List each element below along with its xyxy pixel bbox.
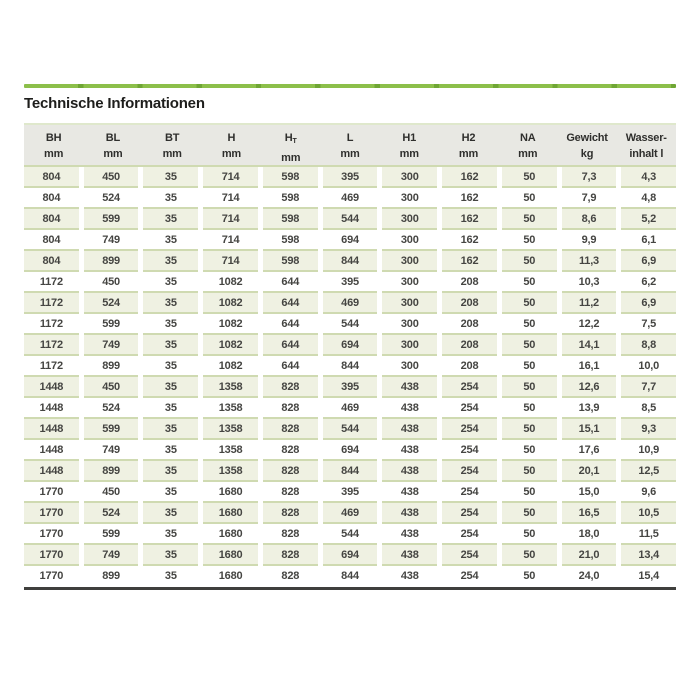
column-unit: kg [580, 148, 594, 160]
table-cell: 35 [143, 356, 198, 377]
table-cell: 50 [502, 272, 557, 293]
table-cell: 1770 [24, 482, 79, 503]
table-cell: 544 [323, 209, 378, 230]
table-cell: 828 [263, 419, 318, 440]
table-cell: 7,5 [621, 314, 676, 335]
table-cell: 1448 [24, 419, 79, 440]
table-cell: 438 [382, 461, 437, 482]
column-label-subscript: T [292, 138, 297, 145]
table-cell: 1358 [203, 377, 258, 398]
table-cell: 438 [382, 419, 437, 440]
table-cell: 13,4 [621, 545, 676, 566]
table-cell: 8,5 [621, 398, 676, 419]
column-unit: mm [103, 148, 123, 160]
table-cell: 7,9 [562, 188, 617, 209]
table-cell: 50 [502, 398, 557, 419]
table-cell: 1358 [203, 461, 258, 482]
table-cell: 804 [24, 188, 79, 209]
table-cell: 599 [84, 524, 139, 545]
table-cell: 4,8 [621, 188, 676, 209]
table-cell: 15,0 [562, 482, 617, 503]
table-cell: 438 [382, 566, 437, 587]
column-header-h [202, 125, 261, 165]
table-cell: 12,2 [562, 314, 617, 335]
column-header-bt [143, 125, 202, 165]
table-cell: 1680 [203, 503, 258, 524]
table-cell: 1358 [203, 440, 258, 461]
table-cell: 395 [323, 377, 378, 398]
column-label: H2 [461, 132, 476, 144]
table-cell: 450 [84, 167, 139, 188]
table-cell: 50 [502, 482, 557, 503]
table-cell: 598 [263, 209, 318, 230]
table-cell: 644 [263, 293, 318, 314]
table-cell: 7,3 [562, 167, 617, 188]
column-unit: mm [458, 148, 479, 160]
table-cell: 714 [203, 167, 258, 188]
column-label: NA [520, 132, 536, 144]
column-header-na [498, 125, 557, 165]
table-cell: 1172 [24, 293, 79, 314]
table-cell: 694 [323, 335, 378, 356]
table-cell: 804 [24, 251, 79, 272]
table-cell: 828 [263, 461, 318, 482]
table-cell: 162 [442, 251, 497, 272]
table-cell: 10,5 [621, 503, 676, 524]
table-cell: 1172 [24, 356, 79, 377]
table-cell: 1082 [203, 335, 258, 356]
table-cell: 35 [143, 230, 198, 251]
table-cell: 208 [442, 314, 497, 335]
table-cell: 9,3 [621, 419, 676, 440]
table-cell: 254 [442, 461, 497, 482]
table-cell: 8,6 [562, 209, 617, 230]
table-cell: 4,3 [621, 167, 676, 188]
table-cell: 35 [143, 209, 198, 230]
table-cell: 11,5 [621, 524, 676, 545]
table-cell: 10,9 [621, 440, 676, 461]
table-cell: 1172 [24, 272, 79, 293]
table-cell: 828 [263, 566, 318, 587]
table-cell: 828 [263, 440, 318, 461]
column-label: L [346, 132, 354, 144]
table-cell: 35 [143, 503, 198, 524]
table-cell: 14,1 [562, 335, 617, 356]
table-cell: 13,9 [562, 398, 617, 419]
table-row [24, 209, 676, 230]
column-unit: mm [518, 148, 538, 160]
table-cell: 35 [143, 293, 198, 314]
column-header-bl [83, 125, 142, 165]
table-cell: 544 [323, 419, 378, 440]
table-cell: 1448 [24, 461, 79, 482]
column-label: BL [105, 132, 121, 144]
table-cell: 35 [143, 398, 198, 419]
table-cell: 162 [442, 188, 497, 209]
table-cell: 694 [323, 230, 378, 251]
table-row [24, 314, 676, 335]
table-cell: 50 [502, 335, 557, 356]
column-label: Gewicht [566, 132, 608, 144]
table-cell: 749 [84, 440, 139, 461]
column-label: $H_T$ [284, 132, 297, 145]
table-cell: 828 [263, 545, 318, 566]
table-cell: 598 [263, 230, 318, 251]
table-cell: 7,7 [621, 377, 676, 398]
table-cell: 844 [323, 356, 378, 377]
column-header-l [320, 125, 379, 165]
table-cell: 300 [382, 356, 437, 377]
section-title: Technische Informationen [24, 95, 205, 112]
table-cell: 300 [382, 335, 437, 356]
table-cell: 35 [143, 440, 198, 461]
table-cell: 1770 [24, 524, 79, 545]
table-cell: 1082 [203, 293, 258, 314]
column-unit: mm [340, 148, 360, 160]
column-unit: mm [44, 148, 64, 160]
table-cell: 1770 [24, 503, 79, 524]
table-cell: 6,2 [621, 272, 676, 293]
table-cell: 254 [442, 440, 497, 461]
table-cell: 254 [442, 377, 497, 398]
table-cell: 162 [442, 230, 497, 251]
table-cell: 450 [84, 482, 139, 503]
table-cell: 438 [382, 398, 437, 419]
table-row [24, 377, 676, 398]
table-cell: 714 [203, 188, 258, 209]
table-cell: 1680 [203, 482, 258, 503]
table-cell: 50 [502, 356, 557, 377]
table-cell: 599 [84, 209, 139, 230]
table-cell: 598 [263, 167, 318, 188]
column-label: H [227, 132, 236, 144]
table-row [24, 167, 676, 188]
table-cell: 24,0 [562, 566, 617, 587]
table-row [24, 461, 676, 482]
column-unit: mm [399, 148, 419, 160]
table-row [24, 293, 676, 314]
table-cell: 469 [323, 398, 378, 419]
table-cell: 17,6 [562, 440, 617, 461]
table-cell: 1082 [203, 314, 258, 335]
table-cell: 395 [323, 272, 378, 293]
table-cell: 18,0 [562, 524, 617, 545]
table-cell: 749 [84, 545, 139, 566]
table-cell: 50 [502, 419, 557, 440]
column-label: BT [165, 132, 180, 144]
table-cell: 804 [24, 209, 79, 230]
table-row [24, 440, 676, 461]
table-cell: 16,1 [562, 356, 617, 377]
table-row [24, 335, 676, 356]
table-cell: 50 [502, 167, 557, 188]
table-cell: 16,5 [562, 503, 617, 524]
table-cell: 35 [143, 524, 198, 545]
table-row [24, 272, 676, 293]
column-header-ht [261, 125, 320, 165]
table-cell: 844 [323, 566, 378, 587]
table-cell: 35 [143, 314, 198, 335]
table-cell: 35 [143, 482, 198, 503]
table-cell: 50 [502, 230, 557, 251]
table-cell: 35 [143, 167, 198, 188]
table-cell: 899 [84, 461, 139, 482]
table-cell: 6,9 [621, 293, 676, 314]
table-cell: 35 [143, 377, 198, 398]
table-cell: 714 [203, 209, 258, 230]
table-cell: 50 [502, 314, 557, 335]
table-cell: 254 [442, 419, 497, 440]
table-cell: 300 [382, 230, 437, 251]
table-row [24, 524, 676, 545]
table-row [24, 230, 676, 251]
table-cell: 524 [84, 398, 139, 419]
table-cell: 804 [24, 230, 79, 251]
table-cell: 300 [382, 188, 437, 209]
table-cell: 1448 [24, 398, 79, 419]
table-cell: 1082 [203, 272, 258, 293]
table-cell: 438 [382, 503, 437, 524]
table-cell: 300 [382, 314, 437, 335]
table-cell: 35 [143, 545, 198, 566]
table-cell: 300 [382, 251, 437, 272]
table-cell: 1680 [203, 566, 258, 587]
column-label: Wasser- [625, 132, 667, 144]
table-cell: 828 [263, 524, 318, 545]
table-cell: 644 [263, 272, 318, 293]
table-cell: 599 [84, 419, 139, 440]
technical-data-table [24, 123, 676, 590]
table-cell: 844 [323, 251, 378, 272]
table-cell: 828 [263, 482, 318, 503]
table-cell: 644 [263, 335, 318, 356]
column-unit: mm [281, 152, 301, 164]
table-cell: 1680 [203, 545, 258, 566]
table-cell: 20,1 [562, 461, 617, 482]
table-cell: 50 [502, 545, 557, 566]
table-row [24, 566, 676, 587]
table-cell: 300 [382, 272, 437, 293]
table-cell: 35 [143, 335, 198, 356]
table-row [24, 251, 676, 272]
table-cell: 828 [263, 377, 318, 398]
table-body [24, 167, 676, 587]
table-cell: 9,6 [621, 482, 676, 503]
table-cell: 844 [323, 461, 378, 482]
table-cell: 50 [502, 209, 557, 230]
table-cell: 9,9 [562, 230, 617, 251]
table-cell: 749 [84, 335, 139, 356]
table-cell: 469 [323, 188, 378, 209]
table-cell: 35 [143, 251, 198, 272]
table-row [24, 545, 676, 566]
table-cell: 438 [382, 482, 437, 503]
table-cell: 450 [84, 272, 139, 293]
table-cell: 11,2 [562, 293, 617, 314]
column-header-gewicht [557, 125, 616, 165]
table-cell: 10,3 [562, 272, 617, 293]
table-cell: 524 [84, 188, 139, 209]
table-cell: 254 [442, 503, 497, 524]
table-row [24, 398, 676, 419]
table-cell: 438 [382, 440, 437, 461]
table-cell: 899 [84, 356, 139, 377]
column-unit: mm [221, 148, 242, 160]
table-cell: 1172 [24, 314, 79, 335]
table-cell: 208 [442, 272, 497, 293]
table-cell: 50 [502, 251, 557, 272]
table-row [24, 482, 676, 503]
table-cell: 208 [442, 335, 497, 356]
table-cell: 644 [263, 356, 318, 377]
table-cell: 35 [143, 419, 198, 440]
table-cell: 15,4 [621, 566, 676, 587]
table-cell: 50 [502, 503, 557, 524]
table-cell: 50 [502, 566, 557, 587]
table-cell: 644 [263, 314, 318, 335]
table-cell: 1358 [203, 398, 258, 419]
table-cell: 12,5 [621, 461, 676, 482]
table-cell: 162 [442, 209, 497, 230]
table-cell: 8,8 [621, 335, 676, 356]
section-divider-bar [24, 84, 676, 88]
column-unit: mm [162, 148, 182, 160]
table-cell: 10,0 [621, 356, 676, 377]
table-cell: 208 [442, 356, 497, 377]
table-cell: 395 [323, 167, 378, 188]
table-cell: 1358 [203, 419, 258, 440]
table-cell: 35 [143, 188, 198, 209]
table-cell: 1680 [203, 524, 258, 545]
table-cell: 12,6 [562, 377, 617, 398]
table-row [24, 419, 676, 440]
table-cell: 208 [442, 293, 497, 314]
table-cell: 254 [442, 398, 497, 419]
table-cell: 50 [502, 293, 557, 314]
table-cell: 15,1 [562, 419, 617, 440]
table-cell: 6,1 [621, 230, 676, 251]
table-cell: 50 [502, 461, 557, 482]
column-header-h1 [380, 125, 439, 165]
table-cell: 300 [382, 209, 437, 230]
column-label: H1 [402, 132, 417, 144]
table-cell: 714 [203, 230, 258, 251]
column-header-h2 [439, 125, 498, 165]
table-cell: 450 [84, 377, 139, 398]
table-cell: 469 [323, 293, 378, 314]
table-row [24, 356, 676, 377]
table-cell: 35 [143, 566, 198, 587]
table-cell: 438 [382, 377, 437, 398]
table-cell: 50 [502, 440, 557, 461]
table-cell: 804 [24, 167, 79, 188]
table-cell: 1172 [24, 335, 79, 356]
table-cell: 749 [84, 230, 139, 251]
column-header-wasser [617, 125, 676, 165]
table-cell: 544 [323, 524, 378, 545]
table-cell: 254 [442, 566, 497, 587]
table-cell: 598 [263, 188, 318, 209]
table-cell: 599 [84, 314, 139, 335]
table-cell: 21,0 [562, 545, 617, 566]
column-label: BH [45, 132, 62, 144]
table-cell: 828 [263, 398, 318, 419]
table-cell: 300 [382, 167, 437, 188]
table-cell: 300 [382, 293, 437, 314]
table-cell: 1448 [24, 440, 79, 461]
table-cell: 1770 [24, 566, 79, 587]
table-cell: 5,2 [621, 209, 676, 230]
table-cell: 1770 [24, 545, 79, 566]
content-area [24, 84, 676, 590]
table-cell: 11,3 [562, 251, 617, 272]
table-cell: 6,9 [621, 251, 676, 272]
table-cell: 395 [323, 482, 378, 503]
table-cell: 598 [263, 251, 318, 272]
table-cell: 694 [323, 440, 378, 461]
table-row [24, 503, 676, 524]
column-unit: inhalt l [629, 148, 664, 160]
table-cell: 162 [442, 167, 497, 188]
table-cell: 254 [442, 482, 497, 503]
table-cell: 438 [382, 545, 437, 566]
table-cell: 469 [323, 503, 378, 524]
table-cell: 828 [263, 503, 318, 524]
table-cell: 438 [382, 524, 437, 545]
table-cell: 35 [143, 272, 198, 293]
table-cell: 524 [84, 503, 139, 524]
table-cell: 899 [84, 566, 139, 587]
table-cell: 50 [502, 377, 557, 398]
table-cell: 1448 [24, 377, 79, 398]
table-cell: 50 [502, 524, 557, 545]
table-header-row [24, 123, 676, 167]
table-cell: 524 [84, 293, 139, 314]
table-cell: 254 [442, 524, 497, 545]
table-cell: 50 [502, 188, 557, 209]
table-cell: 899 [84, 251, 139, 272]
table-cell: 254 [442, 545, 497, 566]
table-cell: 714 [203, 251, 258, 272]
column-header-bh [24, 125, 83, 165]
table-cell: 694 [323, 545, 378, 566]
table-cell: 1082 [203, 356, 258, 377]
table-row [24, 188, 676, 209]
table-cell: 35 [143, 461, 198, 482]
table-cell: 544 [323, 314, 378, 335]
